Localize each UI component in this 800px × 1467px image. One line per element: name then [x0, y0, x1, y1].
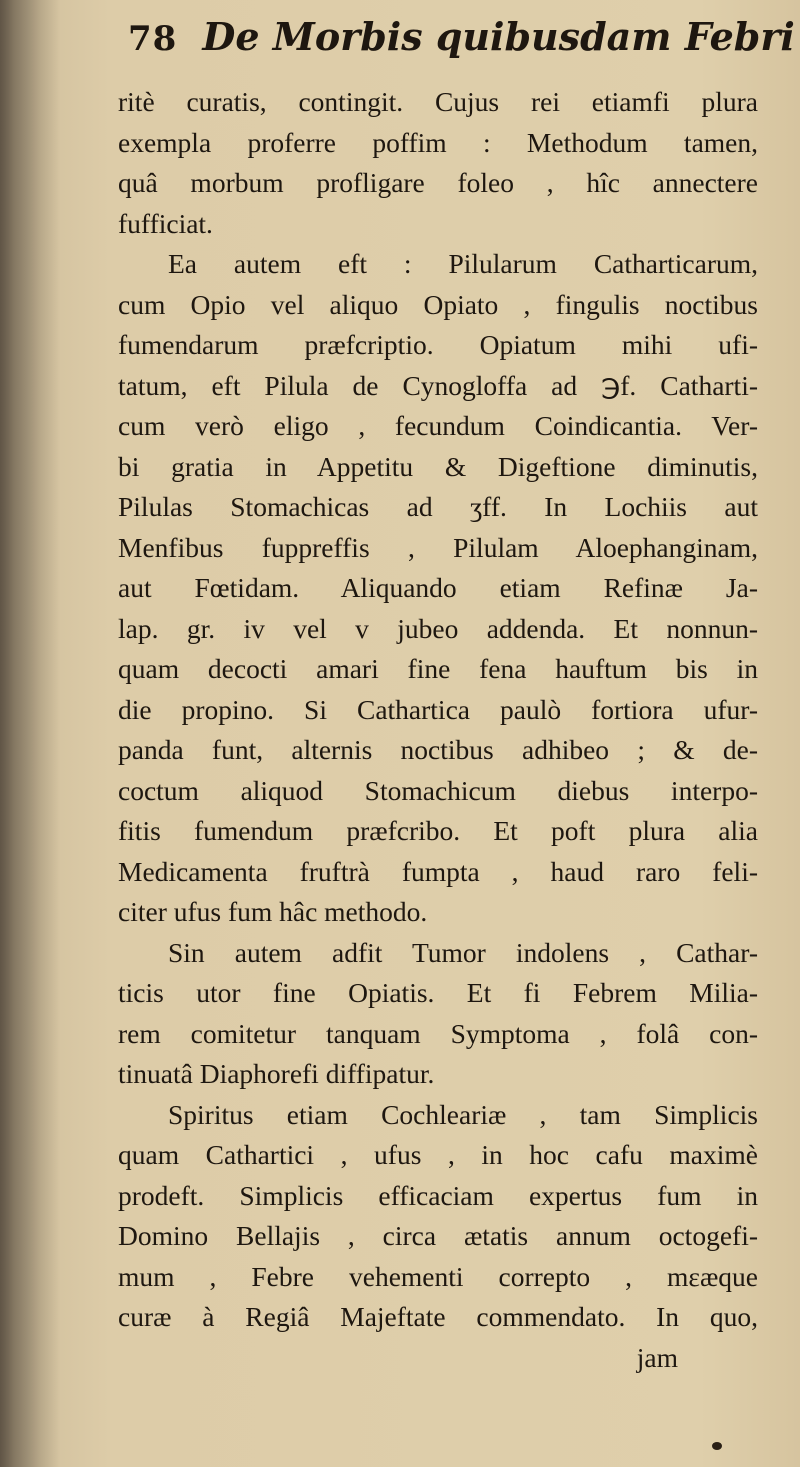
text-line: quam decocti amari fine fena hauftum bis in — [118, 653, 758, 684]
text-line: die propino. Si Cathartica paulò fortiora ufur- — [118, 693, 758, 725]
text-line: fufficiat. — [118, 207, 213, 239]
ink-spot — [712, 1442, 722, 1450]
text-line: Domino Bellajis , circa ætatis annum octogefi- — [118, 1220, 758, 1251]
text-line: ritè curatis, contingit. Cujus rei etiamfi plura — [118, 86, 758, 117]
text-line: cum verò eligo , fecundum Coindicantia. Ver- — [118, 410, 758, 441]
text-line: lap. gr. iv vel v jubeo addenda. Et nonnun- — [118, 612, 758, 644]
paragraph-start-line: Sin autem adfit Tumor indolens , Cathar- — [168, 936, 758, 968]
text-line: panda funt, alternis noctibus adhibeo ; & de- — [118, 734, 758, 765]
text-line: fitis fumendum præfcribo. Et poft plura alia — [118, 815, 758, 846]
text-line: quâ morbum profligare foleo , hîc annectere — [118, 167, 758, 198]
running-title: De Morbis quibusdam Febri — [202, 14, 795, 59]
text-line: citer ufus fum hâc methodo. — [118, 896, 428, 927]
text-line: ticis utor fine Opiatis. Et fi Febrem Milia- — [118, 977, 758, 1008]
paragraph-start-line: Spiritus etiam Cochleariæ , tam Simplicis — [168, 1098, 758, 1130]
text-line: bi gratia in Appetitu & Digeftione diminutis, — [118, 450, 758, 482]
body-text — [118, 82, 758, 1378]
text-line: cum Opio vel aliquo Opiato , fingulis noctibus — [118, 288, 758, 320]
text-line: quam Cathartici , ufus , in hoc cafu maximè — [118, 1139, 758, 1170]
page-number: 78 — [128, 19, 178, 59]
text-line: prodeft. Simplicis efficaciam expertus fum in — [118, 1179, 758, 1211]
text-line: aut Fœtidam. Aliquando etiam Refinæ Ja- — [118, 572, 758, 603]
page-header — [128, 14, 795, 74]
text-line: Menfibus fuppreffis , Pilulam Aloephanginam, — [118, 531, 758, 563]
text-line: exempla proferre poffim : Methodum tamen, — [118, 126, 758, 158]
text-line: fumendarum præfcriptio. Opiatum mihi ufi- — [118, 329, 758, 360]
catchword: jam — [636, 1341, 678, 1373]
text-line: Medicamenta fruftrà fumpta , haud raro feli- — [118, 855, 758, 887]
text-line: rem comitetur tanquam Symptoma , folâ con- — [118, 1017, 758, 1049]
text-line: curæ à Regiâ Majeftate commendato. In quo, — [118, 1301, 758, 1332]
text-line: Pilulas Stomachicas ad ʒff. In Lochiis aut — [118, 491, 758, 522]
text-line: tinuatâ Diaphorefi diffipatur. — [118, 1058, 435, 1089]
paragraph-start-line: Ea autem eft : Pilularum Catharticarum, — [168, 248, 758, 279]
page-gutter-shadow — [0, 0, 60, 1467]
text-line: tatum, eft Pilula de Cynogloffa ad ℈f. Catharti- — [118, 369, 758, 401]
text-line: coctum aliquod Stomachicum diebus interpo- — [118, 774, 758, 806]
text-line: mum , Febre vehementi correpto , mεæque — [118, 1260, 758, 1292]
